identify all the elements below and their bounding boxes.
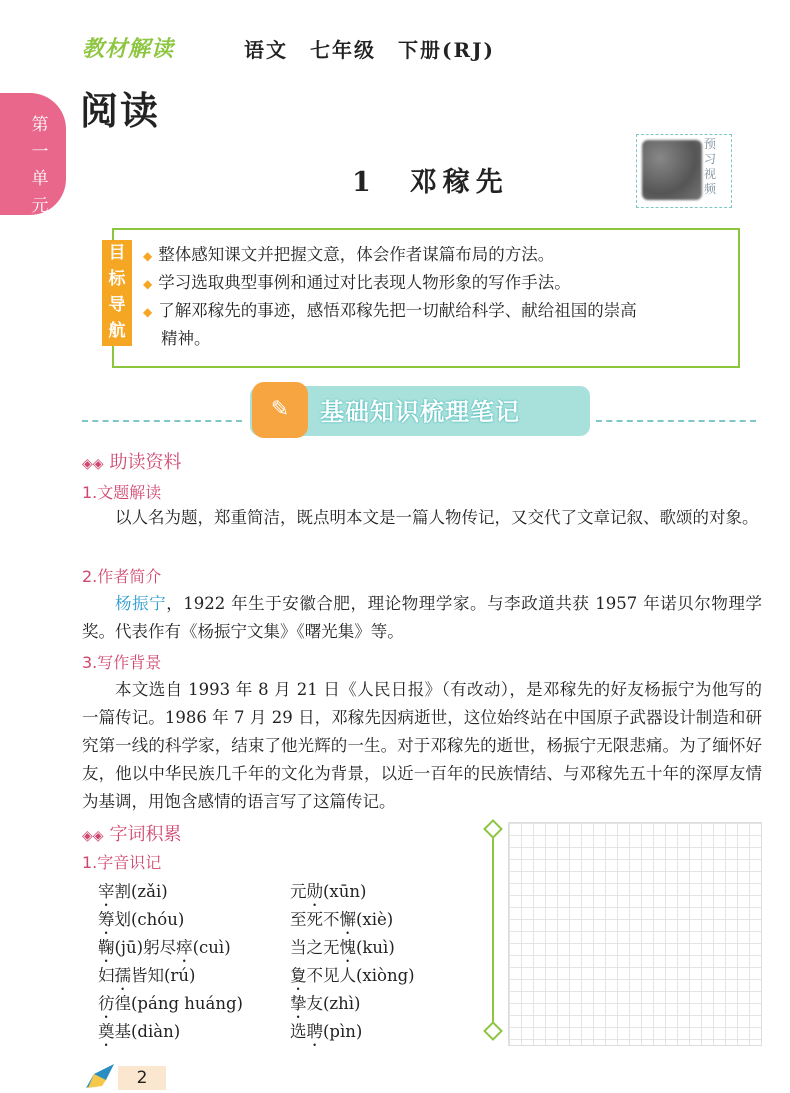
goal-text: 了解邓稼先的事迹，感悟邓稼先把一切献给科学、献给祖国的崇高 (158, 301, 637, 320)
reading-materials-heading (82, 448, 182, 474)
vocab-text: (xūn) (323, 882, 367, 901)
emphasized-char: 筹 (98, 910, 115, 929)
brand-logo: 教材解读 (82, 37, 175, 62)
emphasized-char: 懈 (339, 910, 356, 929)
emphasized-char: 聘 (306, 1022, 323, 1041)
heading-text: 字词积累 (109, 824, 182, 845)
heading-text: 助读资料 (109, 452, 182, 473)
notebook-icon: ✎ (252, 382, 308, 438)
qr-label-char: 习 (704, 152, 717, 166)
subheading: 3.写作背景 (82, 653, 162, 672)
vocab-item (98, 878, 288, 906)
paragraph: 以人名为题，郑重简洁，既点明本文是一篇人物传记，又交代了文章记叙、歌颂的对象。 (115, 508, 759, 527)
vocab-list-left (98, 878, 288, 1046)
side-tab-char: 第 (31, 115, 49, 135)
subheading: 1.字音识记 (82, 853, 162, 872)
paragraph (82, 590, 762, 646)
qr-code-icon[interactable] (642, 140, 702, 200)
diamond-cap-icon (483, 1021, 503, 1041)
vocab-item (290, 990, 480, 1018)
emphasized-char: 勋 (306, 882, 323, 901)
qr-label-char: 视 (704, 167, 717, 181)
double-diamond-icon: ◈◈ (82, 828, 104, 844)
page-number: 2 (118, 1066, 166, 1090)
vocab-text: 不见人(xiòng) (306, 966, 415, 985)
goals-label-char: 导 (108, 295, 126, 315)
vocab-text: 割(zǎi) (114, 882, 168, 901)
emphasized-char: 宰 (98, 882, 115, 901)
vocab-text: (kuì) (356, 938, 395, 957)
vocab-text: 至死不 (290, 910, 340, 929)
vocab-text: 选 (290, 1022, 307, 1041)
vocab-text: (jū)躬尽 (114, 938, 177, 957)
vocab-item (290, 1018, 480, 1046)
diamond-bullet-icon: ◆ (143, 277, 153, 291)
goals-label (102, 240, 132, 346)
goal-item (143, 242, 723, 269)
goal-text: 学习选取典型事例和通过对比表现人物形象的写作手法。 (158, 273, 571, 292)
vocab-text: 当之无 (290, 938, 340, 957)
vocab-text: (xiè) (356, 910, 394, 929)
vocab-item (98, 934, 288, 962)
unit-side-tab-label (30, 112, 50, 220)
side-tab-char: 一 (31, 142, 49, 162)
vocab-item (98, 962, 288, 990)
section-banner-text: 基础知识梳理笔记 (320, 398, 520, 426)
goal-item (143, 298, 723, 325)
qr-label-char: 预 (704, 137, 717, 151)
emphasized-char: 奠 (98, 1022, 115, 1041)
side-tab-char: 元 (31, 196, 49, 216)
grid-edge-line (492, 828, 494, 1034)
goal-item-continued: 精神。 (161, 329, 211, 348)
emphasized-char: 彷 (98, 994, 115, 1013)
emphasized-char: 愧 (339, 938, 356, 957)
paragraph-text: ，1922 年生于安徽合肥，理论物理学家。与李政道共获 1957 年诺贝尔物理学奖。代表作有《杨振宁文集》《曙光集》等。 (82, 594, 763, 641)
vocab-text: (pìn) (323, 1022, 363, 1041)
double-diamond-icon: ◈◈ (82, 456, 104, 472)
vocab-text: 友(zhì) (306, 994, 361, 1013)
vocab-item (98, 906, 288, 934)
lesson-title: 1 邓稼先 (352, 167, 509, 198)
emphasized-char: 孺 (114, 966, 131, 985)
vocab-text: 划(chóu) (114, 910, 185, 929)
subheading: 2.作者简介 (82, 567, 162, 586)
section-title: 阅读 (80, 88, 161, 133)
vocab-item (290, 962, 480, 990)
goals-label-char: 标 (108, 269, 126, 289)
emphasized-char: 挚 (290, 994, 307, 1013)
goal-item (143, 270, 723, 297)
vocab-item (98, 1018, 288, 1046)
vocab-item (290, 878, 480, 906)
vocab-item (98, 990, 288, 1018)
note-grid[interactable] (508, 822, 762, 1046)
subheading: 1.文题解读 (82, 483, 162, 502)
divider (82, 420, 242, 422)
emphasized-char: 夐 (290, 966, 307, 985)
diamond-bullet-icon: ◆ (143, 305, 153, 319)
vocab-text: 皆知(rú) (131, 966, 196, 985)
goals-label-char: 航 (108, 321, 126, 341)
vocab-text: 基(diàn) (114, 1022, 181, 1041)
paragraph: 本文选自 1993 年 8 月 21 日《人民日报》（有改动），是邓稼先的好友杨振宁为他写的一篇传记。1986 年 7 月 29 日，邓稼先因病逝世，这位始终站在中国原子武器设计制造和研究第一线的科学家，结束了他光辉的一生。对于邓稼先的逝世，杨振宁无限悲痛。为了缅怀好友，他以中华民族几千年的文化为背景，以近一百年的民族情结、与邓稼先五十年的深厚友情为基调，用饱含感情的语言写了这篇传记。 (82, 680, 762, 811)
divider (596, 420, 756, 422)
diamond-cap-icon (483, 819, 503, 839)
author-name: 杨振宁 (115, 594, 167, 613)
emphasized-char: 瘁 (176, 938, 193, 957)
vocab-item (290, 934, 480, 962)
goal-text: 整体感知课文并把握文意，体会作者谋篇布局的方法。 (158, 245, 555, 264)
vocab-text: 元 (290, 882, 307, 901)
vocab-list-right (290, 878, 480, 1046)
vocab-item (290, 906, 480, 934)
vocab-heading (82, 820, 182, 846)
qr-label-char: 频 (704, 182, 717, 196)
vocab-text: 妇 (98, 966, 115, 985)
side-tab-char: 单 (31, 169, 49, 189)
vocab-text: (cuì) (192, 938, 231, 957)
pen-icon (84, 1062, 118, 1090)
preview-video-label (704, 137, 718, 197)
diamond-bullet-icon: ◆ (143, 249, 153, 263)
vocab-text: 徨(páng huáng) (114, 994, 243, 1013)
goals-label-char: 目 (108, 243, 126, 263)
emphasized-char: 鞠 (98, 938, 115, 957)
header-title: 语文 七年级 下册(RJ) (244, 38, 496, 62)
